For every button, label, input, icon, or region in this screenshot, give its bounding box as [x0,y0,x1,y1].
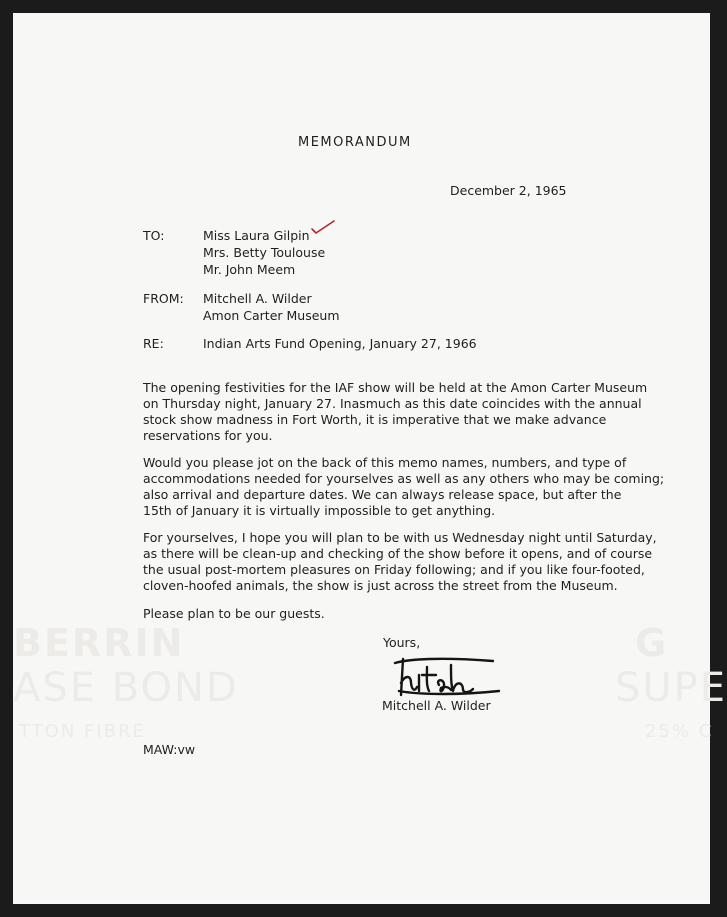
body-line: as there will be clean-up and checking of the show before it opens, and of course [143,546,653,561]
body-line: The opening festivities for the IAF show will be held at the Amon Carter Museum [143,380,648,395]
body-line: Would you please jot on the back of this memo names, numbers, and type of [143,455,627,470]
memo-page [13,13,727,904]
watermark-line: 25% C [645,721,714,742]
re-label: RE: [143,336,164,351]
re-subject: Indian Arts Fund Opening, January 27, 1966 [203,336,477,351]
memo-date: December 2, 1965 [450,183,567,198]
body-line: reservations for you. [143,428,273,443]
body-paragraph [143,606,325,622]
body-line: on Thursday night, January 27. Inasmuch as this date coincides with the annual [143,396,642,411]
watermark-line: G [635,621,669,665]
from-sender: Mitchell A. Wilder [203,291,312,306]
body-line: cloven-hoofed animals, the show is just across the street from the Museum. [143,578,618,593]
body-line: stock show madness in Fort Worth, it is imperative that we make advance [143,412,607,427]
body-paragraph [143,380,647,444]
to-recipient: Miss Laura Gilpin [203,228,310,243]
body-line: 15th of January it is virtually impossible to get anything. [143,503,496,518]
watermark-line: SUPE [615,665,727,711]
body-line: the usual post-mortem pleasures on Friday following; and if you like four-footed, [143,562,645,577]
body-paragraph [143,455,664,519]
from-organization: Amon Carter Museum [203,308,340,323]
checkmark-icon [309,217,337,237]
body-paragraph [143,530,657,594]
typist-initials: MAW:vw [143,742,196,757]
body-line: also arrival and departure dates. We can always release space, but after the [143,487,622,502]
watermark-line: ASE BOND [13,665,239,711]
body-line: For yourselves, I hope you will plan to be with us Wednesday night until Saturday, [143,530,657,545]
memo-title: MEMORANDUM [298,135,412,150]
signature-image [381,653,501,701]
to-recipient: Mrs. Betty Toulouse [203,245,326,260]
body-line: accommodations needed for yourselves as well as any others who may be coming; [143,471,665,486]
watermark-line: BERRIN [13,621,185,665]
to-label: TO: [143,228,165,243]
to-recipient: Mr. John Meem [203,262,296,277]
closing: Yours, [383,635,421,650]
from-label: FROM: [143,291,184,306]
signer-name: Mitchell A. Wilder [382,698,491,713]
watermark-line: TTON FIBRE [19,721,146,742]
body-line: Please plan to be our guests. [143,606,325,621]
